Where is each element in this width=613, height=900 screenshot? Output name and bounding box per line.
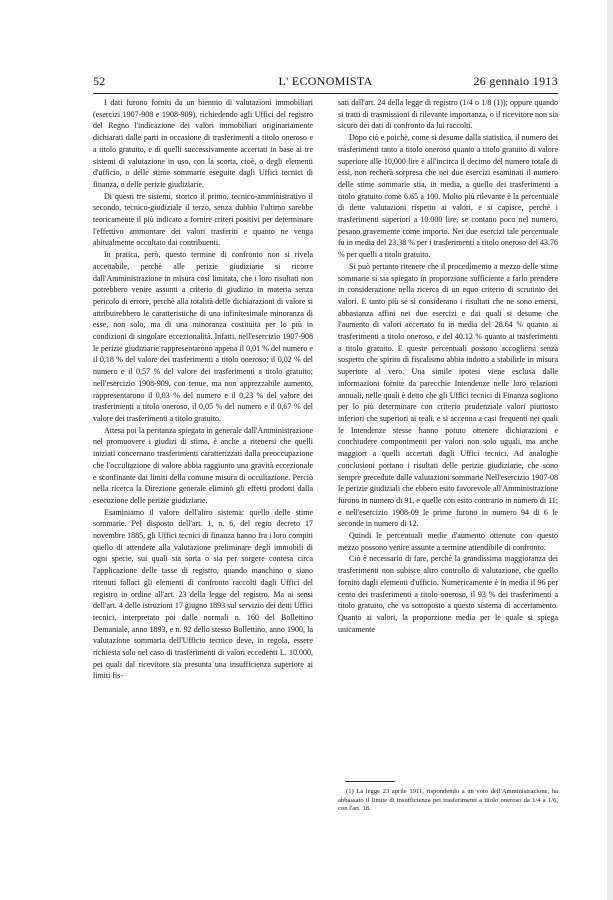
paragraph: Ciò è necessario di fare, perchè la grandissima maggioranza dei trasferimenti non subisce altro controllo di valutazione, che quello fornito dagli elementi d'ufficio. Numericamente è in media il 96 per cento dei trasferimenti a titolo oneroso, il 93 % dei trasferimenti a titolo gratuito, che va sottoposto a questo sistema di accertamento. Quanto ai valori, la proporzione media per le quale si spiega unicamente <box>338 554 558 634</box>
footnote-text: (1) La legge 23 aprile 1911, rispondendo a un voto dell'Amministrazione, ha abbassato il limite di insufficienza pei trasferimenti a titolo oneroso da 1/4 a 1/6, con l'art. 18. <box>338 788 558 813</box>
footnote <box>338 788 558 814</box>
footnote-rule <box>345 781 395 782</box>
right-column <box>338 97 558 635</box>
paragraph: Dopo ciò e poichè, come si desume dalla statistica, il numero dei trasferimenti tanto a titolo oneroso quanto a titolo gratuito di valore superiore alle 10,000 lire è all'incirca il decimo del numero totale di essi, non recherà sorpresa che nei due esercizi esaminati il numero delle stime sommarie stia, in media, a quello dei trasferimenti a titolo gratuito come 6.65 a 100. Molto più rilevante è la percentuale di dette valutazioni rispetto ai valori, e si capisce, perchè i trasferimenti superiori a 10.000 lire, se contano poco nel numero, pesano gravemente come importo. Nei due esercizi tale percentuale fu in media del 23.38 % per i trasferimenti a titolo oneroso del 43.76 % per quelli a titolo gratuito. <box>338 133 558 260</box>
paragraph: sati dall'art. 24 della legge di registro (1/4 o 1/8 (1)); oppure quando si tratti di trasmissioni di rilevante importanza, o il ricevitore non sia sicuro dei dati di confronto da lui raccolti. <box>338 98 558 131</box>
running-header <box>93 74 558 90</box>
left-column <box>93 97 313 682</box>
paragraph: Attesa poi la peritanza spiegata in generale dall'Amministrazione nel promuovere i giudizi di stima, è anche a ritenersi che quelli iniziati concernano trasferimenti caratterizzati dalla preoccupazione che l'occultazione di valore abbia raggiunto una gravità eccezionale e sconfinante dai limiti della comune misura di occultazione. Perciò nella ricerca la Direzione generale eliminò gli effetti prodotti dalla esecuzione delle perizie giudiziarie. <box>93 425 313 505</box>
paragraph: Quindi le percentuali medie d'aumento ottenute con questo mezzo possono venire assunte a termine attendibile di confronto. <box>338 531 558 552</box>
paragraph: I dati furono forniti da un biennio di valutazioni immobiliari (esercizi 1907-908 e 1908-909), richiedendo agli Uffici del registro del Regno l'indicazione dei valori immobiliari originariamente dichiarati dalle parti in occasione di trasferimenti a titolo oneroso e a titolo gratuito, e di quelli successivamente accertati in base ai tre sistemi di valutazione in uso, con la scorta, cioè, o degli elementi d'ufficio, o delle stime sommarie eseguite dagli Uffici tecnici di finanza, o delle perizie giudiziarie. <box>93 98 313 189</box>
page-number: 52 <box>93 74 106 88</box>
issue-date: 26 gennaio 1913 <box>473 74 558 88</box>
paragraph: Si può pertanto ritenere che il procedimento a mezzo delle stime sommarie si sia spiegato in proporzione sufficiente a farlo prendere in considerazione nella ricerca di un equo criterio di scrutinio dei valori. E tanto più se si considerano i risultati che ne sono emersi, abbastanza affini nei due esercizi e dai quali si desume che l'aumento di valori accertato fu in media del 28.64 % quanto ai trasferimenti a titolo oneroso, e del 40.12 % quanto ai trasferimenti a titolo gratuito. E queste percentuali possono accogliersi senza sospetto che spirito di fiscalismo abbia indotto a stabilirle in misura superiore al vero. Una simile ipotesi viene esclusa dalle informazioni fornite da parecchie Intendenze nelle loro relazioni annuali, nelle quali è detto che gli Uffici tecnici di Finanza sogliono per lo più determinare con criterio prudenziale valori piuttosto inferiori che superiori ai reali, e si accenna a casi frequenti nei quali le Intendenze stesse hanno potuto ottenere dichiarazioni e conchiudere componimenti per valori non solo uguali, ma anche maggiori a quelli accertati dagli Uffici tecnici. Ad analoghe conclusioni portano i risultati delle perizie giudiziarie, che sono sempre precedute dalle valutazioni sommarie Nell'esercizio 1907-08 le perizie giudiziali che ebbero esito favorevole all'Amministrazione furono in numero di 91, e quelle con esito contrario in numero di 11; e nell'esercizio 1908-09 le prime furono in numero 94 di 6 le seconde in numero di 12. <box>338 261 558 529</box>
header-rule <box>93 93 558 94</box>
paragraph: Di questi tre sistemi, storico il primo, tecnico-amministrativo il secondo, tecnico-giudiziale il terzo, senza dubbio l'ultimo sarebbe teoricamente il più indicato a fornire criteri positivi per determinare l'effettivo ammontare dei valori trasferiti e quanto ne venga abitualmente occultato dai contribuenti. <box>93 191 313 248</box>
journal-title: L' ECONOMISTA <box>278 74 373 88</box>
paragraph: In pratica, però, questo termine di confronto non si rivela accettabile, perchè alle perizie giudiziarie si ricorre dall'Amministrazione in misura così limitata, che i loro risultati non potrebbero venire assunti a criterio di giudizio in materia senza pericolo di errore, perchè alla totalità delle dichiarazioni di valore si attribuirebbero le caratteristiche di una infinitesimale minoranza di esse, non solo, ma di una minoranza costituita per lo più in condizioni di singolare eccezionalità. Infatti, nell'esercizio 1907-908 le perizie giudiziarie rappresentarono appena il 0,01 % del numero e il 0,18 % del valore dei trasferimenti a titolo oneroso; il 0,02 % del numero e il 0,57 % del valore dei trasferimenti a titolo gratuito; nell'esercizio 1908-909, con tenue, ma non apprezzabile aumento, rappresentarono il 0,03 % del numero e il 0,23 % del valore dei trasferimenti a titolo oneroso, il 0,05 % del numero e il 0,67 % del valore dei trasferimenti a titolo gratuito. <box>93 250 313 423</box>
page-edge-shadow <box>607 0 613 900</box>
paragraph: Esaminiamo il valore dell'altro sistema: quello delle stime sommarie. Pel disposto dell'art. 1, n. 6, del regio decreto 17 novembre 1885, gli Uffici tecnici di finanza hanno fra i loro compiti quello di attendere alla valutazione preliminare degli immobili di ogni specie, sui quali sia sorta o sia per sorgere contesa circa l'applicazione delle tasse di registro, quando manchino o siano ritenuti fallaci gli elementi di confronto raccolti dagli Uffici del registro in ordine all'art. 23 della legge del registro. Ma ai sensi dell'art. 4 delle istruzioni 17 giugno 1893 sul servizio dei detti Uffici tecnici, interpretato poi dalle normali n. 160 del Bollettino Demaniale, anno 1893, e n. 92 dello stesso Bollettino, anno 1900, la valutazione sommaria dell'Ufficio tecnico deve, in regola, essere richiesta solo nel caso di trasferimenti di valori eccedenti L. 10.000, pei quali dal ricevitore sia presunta una insufficienza superiore ai limiti fis- <box>93 507 313 681</box>
